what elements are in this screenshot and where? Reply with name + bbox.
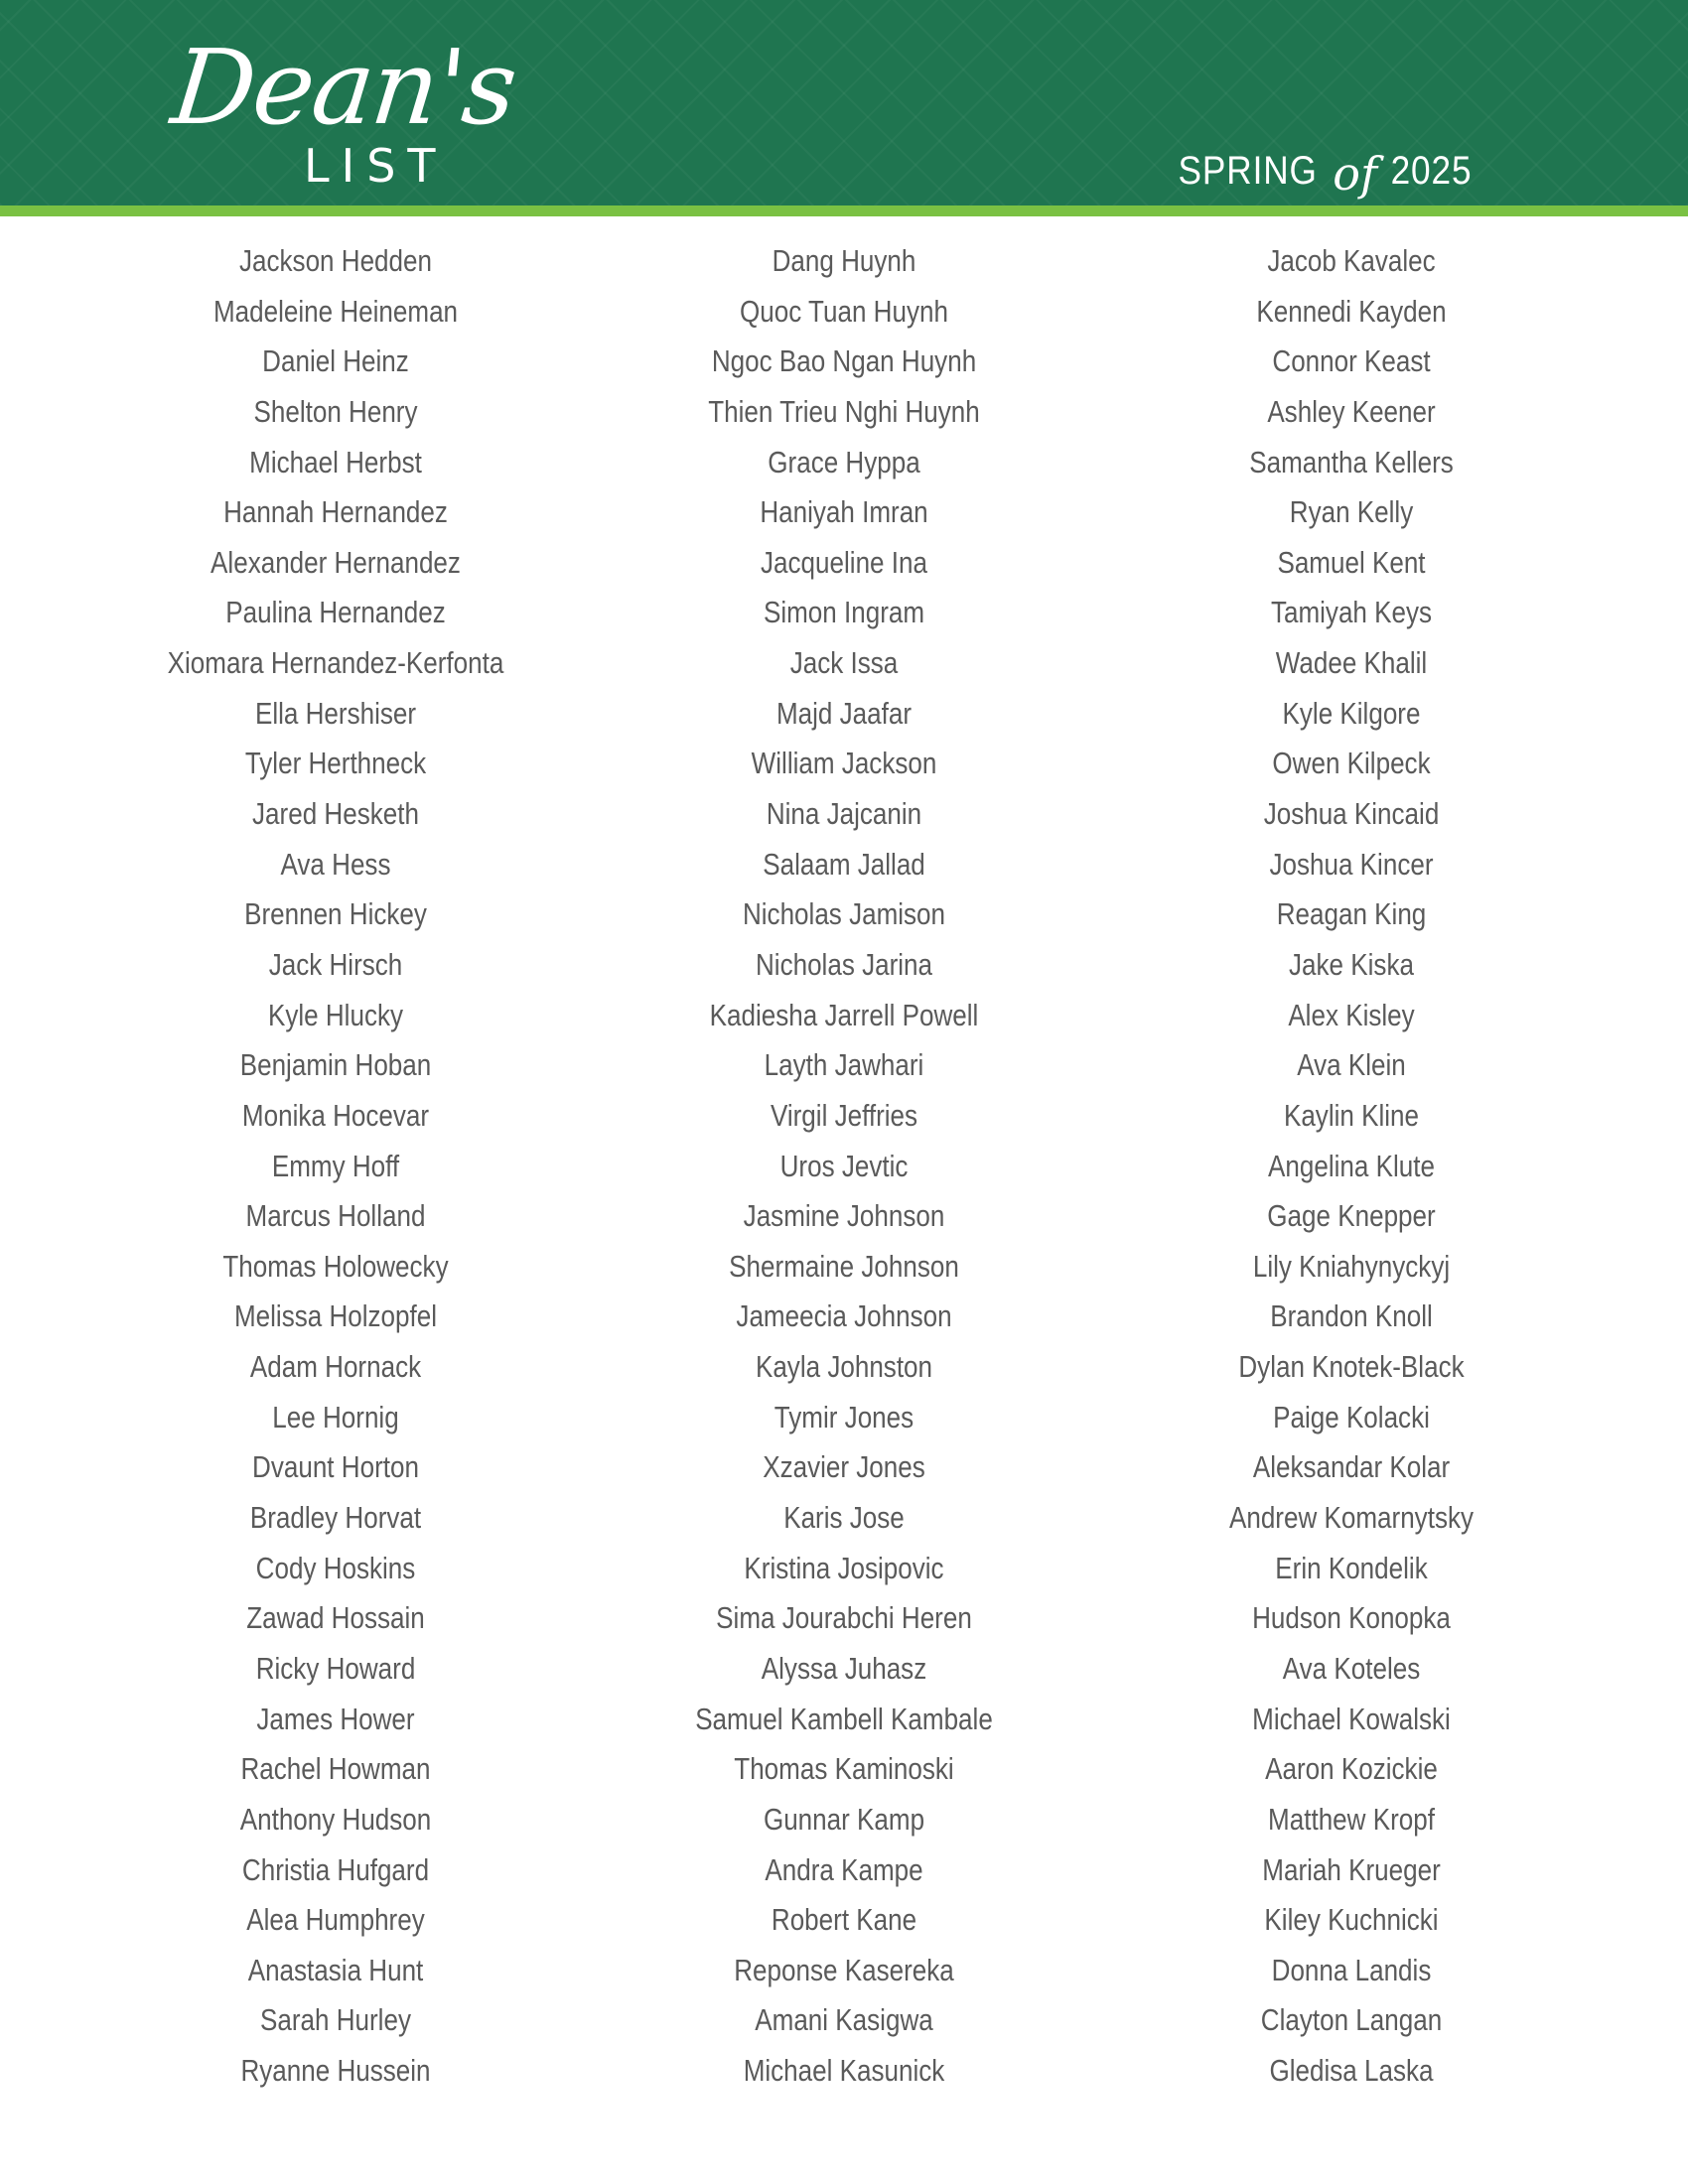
- student-name: Samuel Kambell Kambale: [695, 1701, 993, 1736]
- student-name: Michael Kowalski: [1252, 1701, 1451, 1736]
- student-name: Nicholas Jarina: [755, 946, 933, 982]
- student-name: Shermaine Johnson: [729, 1248, 959, 1284]
- names-column-2: [616, 236, 1072, 2097]
- student-name: Dvaunt Horton: [252, 1449, 419, 1485]
- student-name: Joshua Kincer: [1269, 846, 1434, 882]
- student-name: Hannah Hernandez: [223, 494, 448, 530]
- student-name: Jared Hesketh: [252, 796, 419, 832]
- student-name: Nicholas Jamison: [742, 896, 946, 932]
- student-name: Kadiesha Jarrell Powell: [709, 997, 979, 1032]
- student-name: Connor Keast: [1272, 343, 1431, 379]
- student-name: Zawad Hossain: [246, 1600, 425, 1636]
- student-name: Brennen Hickey: [244, 896, 427, 932]
- student-name: Jasmine Johnson: [743, 1198, 945, 1234]
- student-name: Thomas Kaminoski: [734, 1751, 954, 1787]
- student-name: Mariah Krueger: [1262, 1851, 1441, 1887]
- student-name: William Jackson: [751, 746, 937, 781]
- student-name: Hudson Konopka: [1252, 1600, 1451, 1636]
- student-name: Paulina Hernandez: [225, 595, 446, 630]
- student-name: Anthony Hudson: [239, 1801, 432, 1837]
- student-name: Samuel Kent: [1277, 544, 1426, 580]
- student-name: Donna Landis: [1271, 1952, 1432, 1987]
- student-name: Dang Huynh: [772, 243, 916, 278]
- student-name: Kyle Hlucky: [267, 997, 404, 1032]
- student-name: Benjamin Hoban: [239, 1047, 432, 1083]
- student-name: Xzavier Jones: [763, 1449, 925, 1485]
- student-name: Samantha Kellers: [1249, 444, 1454, 479]
- student-name: Reponse Kasereka: [734, 1952, 954, 1987]
- student-name: Ryan Kelly: [1289, 494, 1414, 530]
- student-name: Sima Jourabchi Heren: [716, 1600, 972, 1636]
- student-name: Jacqueline Ina: [761, 544, 927, 580]
- student-name: Gage Knepper: [1267, 1198, 1436, 1234]
- student-name: Ella Hershiser: [254, 695, 417, 731]
- student-name: Christia Hufgard: [241, 1851, 430, 1887]
- student-name: Robert Kane: [771, 1902, 917, 1938]
- student-name: Owen Kilpeck: [1272, 746, 1431, 781]
- student-name: Tyler Herthneck: [244, 746, 427, 781]
- student-name: Cody Hoskins: [255, 1550, 416, 1585]
- student-name: Tymir Jones: [774, 1399, 914, 1434]
- student-name: Angelina Klute: [1268, 1148, 1435, 1183]
- student-name: Jackson Hedden: [239, 243, 432, 278]
- student-name: Jameecia Johnson: [736, 1298, 952, 1334]
- student-name: James Hower: [256, 1701, 415, 1736]
- student-name: Melissa Holzopfel: [233, 1298, 438, 1334]
- student-name: Virgil Jeffries: [770, 1097, 918, 1133]
- student-name: Xiomara Hernandez-Kerfonta: [167, 645, 504, 681]
- student-name: Alex Kisley: [1288, 997, 1415, 1032]
- student-name: Clayton Langan: [1260, 2002, 1443, 2038]
- student-name: Jacob Kavalec: [1267, 243, 1436, 278]
- student-name: Jake Kiska: [1289, 946, 1414, 982]
- student-name: Ava Klein: [1297, 1047, 1406, 1083]
- student-name: Kaylin Kline: [1283, 1097, 1420, 1133]
- student-name: Alea Humphrey: [246, 1902, 425, 1938]
- student-name: Joshua Kincaid: [1263, 796, 1440, 832]
- student-name: Aaron Kozickie: [1265, 1751, 1438, 1787]
- student-name: Ashley Keener: [1267, 393, 1436, 429]
- student-name: Grace Hyppa: [768, 444, 920, 479]
- term-year: 2025: [1390, 149, 1473, 193]
- names-column-3: [1123, 236, 1580, 2097]
- student-name: Kristina Josipovic: [744, 1550, 944, 1585]
- student-name: Shelton Henry: [253, 393, 418, 429]
- student-name: Reagan King: [1276, 896, 1427, 932]
- student-name: Erin Kondelik: [1275, 1550, 1428, 1585]
- student-name: Gledisa Laska: [1269, 2053, 1434, 2089]
- student-name: Adam Hornack: [249, 1349, 422, 1385]
- student-name: Simon Ingram: [763, 595, 925, 630]
- student-name: Brandon Knoll: [1270, 1298, 1433, 1334]
- student-name: Nina Jajcanin: [766, 796, 922, 832]
- student-name: Bradley Horvat: [249, 1500, 422, 1536]
- student-name: Kyle Kilgore: [1282, 695, 1421, 731]
- student-name: Kiley Kuchnicki: [1264, 1902, 1439, 1938]
- student-name: Ava Hess: [280, 846, 391, 882]
- student-name: Matthew Kropf: [1268, 1801, 1435, 1837]
- student-name: Quoc Tuan Huynh: [740, 293, 948, 329]
- student-name: Jack Hirsch: [268, 946, 403, 982]
- student-name: Daniel Heinz: [262, 343, 409, 379]
- student-name: Dylan Knotek-Black: [1238, 1349, 1465, 1385]
- student-name: Anastasia Hunt: [247, 1952, 424, 1987]
- logo-list-word: LIST: [304, 139, 448, 193]
- student-name: Ava Koteles: [1282, 1650, 1421, 1686]
- accent-stripe: [0, 205, 1688, 216]
- student-name: Tamiyah Keys: [1270, 595, 1433, 630]
- student-name: Jack Issa: [789, 645, 899, 681]
- student-name: Gunnar Kamp: [763, 1801, 925, 1837]
- student-name: Kennedi Kayden: [1256, 293, 1447, 329]
- student-name: Michael Herbst: [249, 444, 422, 479]
- term-season: SPRING: [1178, 149, 1318, 193]
- student-name: Ryanne Hussein: [240, 2053, 431, 2089]
- student-name: Majd Jaafar: [775, 695, 913, 731]
- student-name: Kayla Johnston: [755, 1349, 933, 1385]
- student-name: Thien Trieu Nghi Huynh: [708, 393, 980, 429]
- student-name: Sarah Hurley: [260, 2002, 411, 2038]
- student-name: Haniyah Imran: [760, 494, 928, 530]
- student-name: Ricky Howard: [255, 1650, 416, 1686]
- student-name: Aleksandar Kolar: [1252, 1449, 1451, 1485]
- term-label: [1169, 141, 1477, 201]
- student-name: Michael Kasunick: [743, 2053, 945, 2089]
- student-name: Rachel Howman: [240, 1751, 431, 1787]
- student-name: Amani Kasigwa: [755, 2002, 933, 2038]
- student-name: Ngoc Bao Ngan Huynh: [711, 343, 977, 379]
- student-name: Thomas Holowecky: [222, 1248, 449, 1284]
- student-name: Lily Kniahynyckyj: [1252, 1248, 1451, 1284]
- names-column-1: [107, 236, 564, 2097]
- student-name: Karis Jose: [783, 1500, 905, 1536]
- student-name: Marcus Holland: [245, 1198, 426, 1234]
- student-name: Alexander Hernandez: [211, 544, 461, 580]
- deans-list-logo: [166, 27, 521, 193]
- student-name: Andrew Komarnytsky: [1228, 1500, 1475, 1536]
- student-name: Layth Jawhari: [764, 1047, 924, 1083]
- student-name: Emmy Hoff: [271, 1148, 400, 1183]
- student-name: Andra Kampe: [765, 1851, 923, 1887]
- student-name: Lee Hornig: [272, 1399, 399, 1434]
- student-name: Salaam Jallad: [763, 846, 925, 882]
- header-band: [0, 0, 1688, 205]
- term-connector: of: [1333, 147, 1378, 201]
- student-name: Paige Kolacki: [1273, 1399, 1430, 1434]
- student-name: Alyssa Juhasz: [761, 1650, 927, 1686]
- student-name: Uros Jevtic: [779, 1148, 909, 1183]
- student-name: Madeleine Heineman: [212, 293, 459, 329]
- logo-script-title: Dean's: [166, 27, 521, 148]
- student-name: Wadee Khalil: [1275, 645, 1428, 681]
- student-name: Monika Hocevar: [241, 1097, 430, 1133]
